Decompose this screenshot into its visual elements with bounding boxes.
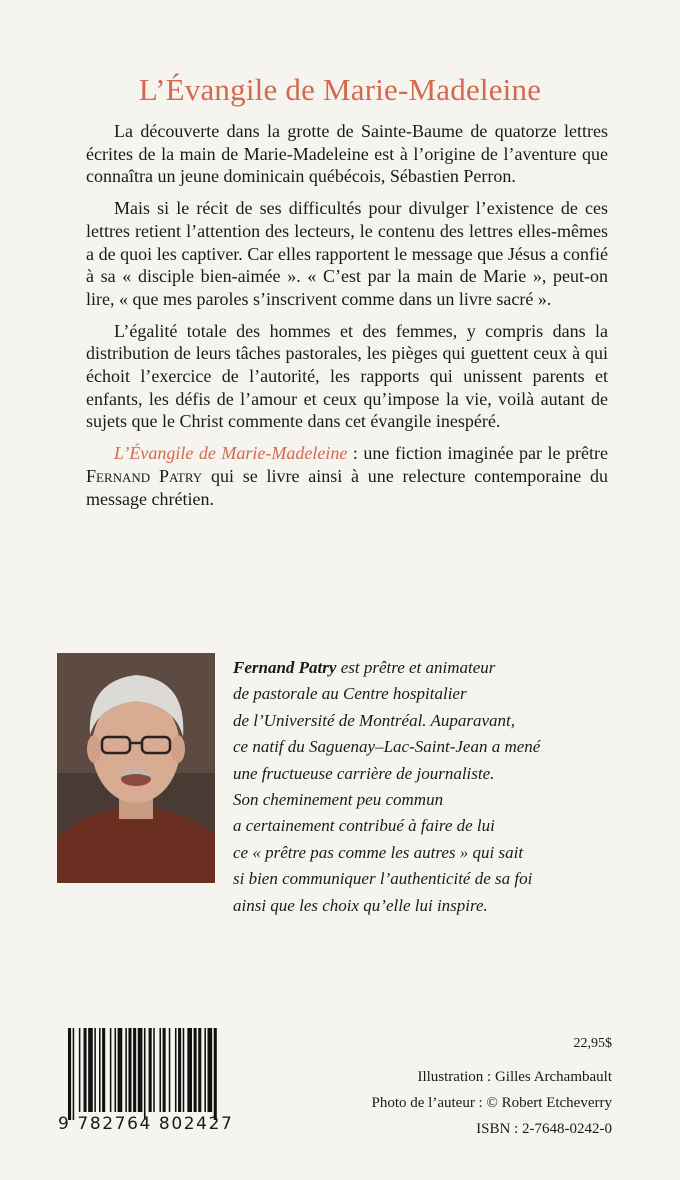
bio-line: de l’Université de Montréal. Auparavant, [233,710,516,730]
blurb-book-title: L’Évangile de Marie-Madeleine [114,443,348,464]
blurb-author-name: Fernand Patry [86,465,203,486]
bio-line: si bien communiquer l’authenticité de sa foi [233,869,533,889]
bio-line: une fructueuse carrière de journaliste. [233,763,495,783]
author-photo [57,653,215,883]
bio-line [233,655,613,681]
bio-line-rest: est prêtre et animateur [336,658,496,677]
blurb-paragraph-4 [86,442,608,510]
bio-author-name: Fernand Patry [233,658,337,677]
blurb-text-end: qui se livre ainsi à une relecture contemporaine du message chrétien. [86,465,609,509]
book-title: L’Évangile de Marie-Madeleine [138,72,542,107]
bio-line: de pastorale au Centre hospitalier [233,684,467,704]
bio-line: ainsi que les choix qu’elle lui inspire. [233,895,488,915]
blurb-text: : une fiction imaginée par le prêtre [347,443,609,464]
blurb-paragraph-1: La découverte dans la grotte de Sainte-Baume de quatorze lettres écrites de la main de Marie-Madeleine est à l’origine de l’aventure que connaîtra un jeune dominicain québécois, Sébastien Perron. [86,121,608,187]
barcode [58,1028,258,1120]
author-bio [233,655,613,919]
bio-line: Son cheminement peu commun [233,790,444,810]
bio-line: ce natif du Saguenay–Lac-Saint-Jean a mené [233,737,541,757]
credits [372,1064,613,1142]
blurb [86,120,608,519]
blurb-paragraph-2: Mais si le récit de ses difficultés pour divulger l’existence de ces lettres retient l’attention des lecteurs, le contenu des lettres elles-mêmes a de quoi les captiver. Car elles rapportent le message que Jésus a confié à sa « disciple bien-aimée ». « C’est par la main de Marie », peut-on lire, « que mes paroles s’inscrivent comme dans un livre sacré ». [86,198,608,309]
illustration-credit: Illustration : Gilles Archambault [417,1069,612,1085]
isbn: ISBN : 2-7648-0242-0 [476,1121,612,1137]
barcode-number: 9 782764 802427 [58,1114,234,1134]
blurb-paragraph-3: L’égalité totale des hommes et des femmes, y compris dans la distribution de leurs tâches pastorales, les pièges qui guettent ceux à qui échoit l’exercice de l’autorité, les rapports qui unissent parents et enfants, les défis de l’amour et ceux qu’impose la vie, voilà autant de sujets que le Christ commente dans cet évangile inespéré. [86,320,608,432]
photo-credit: Photo de l’auteur : © Robert Etcheverry [371,1095,612,1111]
bio-line: a certainement contribué à faire de lui [233,816,495,836]
price: 22,95$ [573,1036,612,1051]
bio-line: ce « prêtre pas comme les autres » qui sait [233,842,524,862]
